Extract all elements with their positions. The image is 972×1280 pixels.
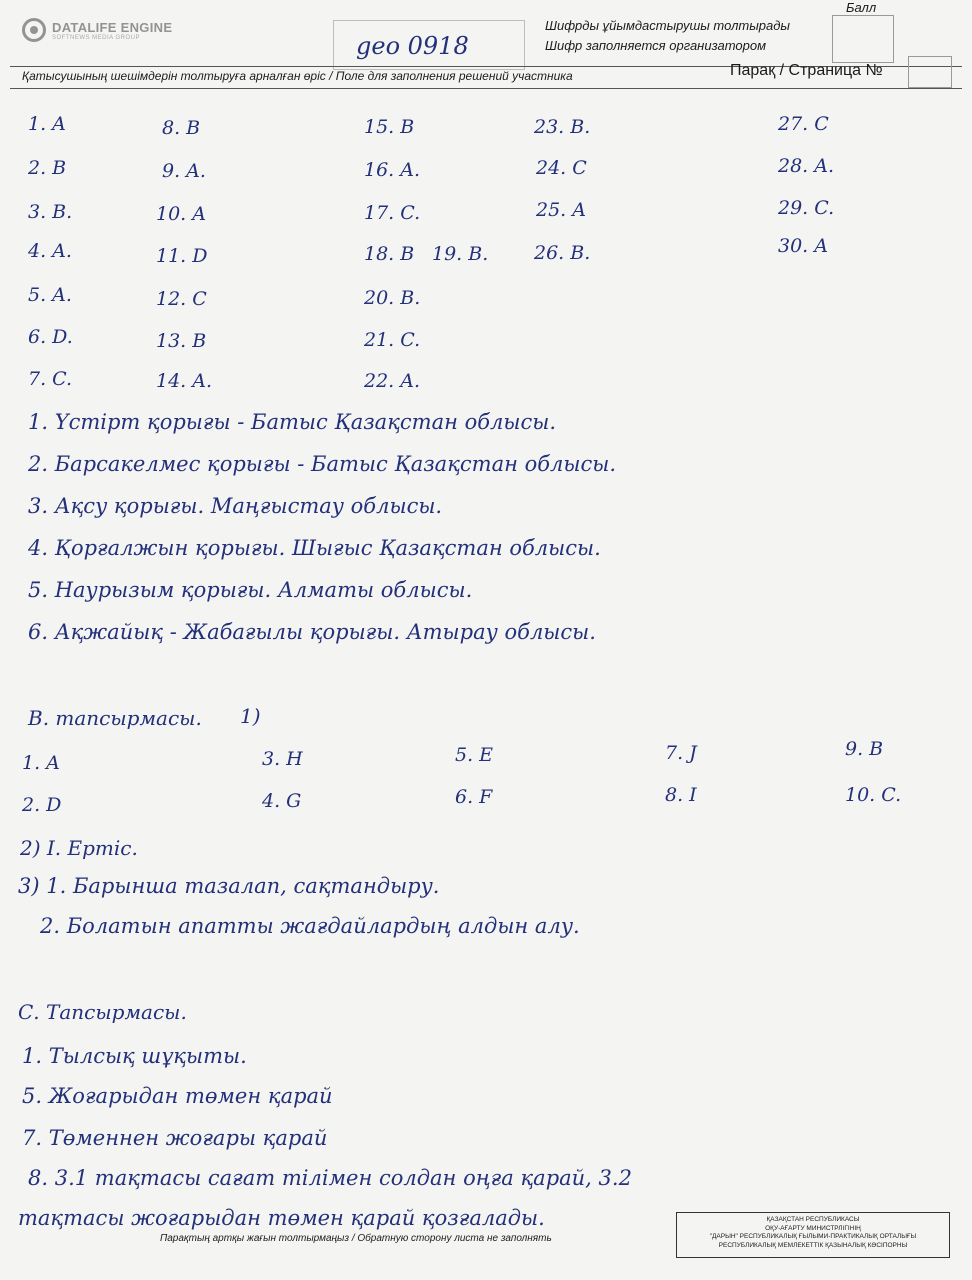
reserve-answer-line: 3. Ақсу қорығы. Маңғыстау облысы. — [28, 494, 443, 518]
header-divider-bottom — [10, 88, 962, 89]
section-b-part1-label: 1) — [240, 704, 261, 728]
answer-item: 4. A. — [28, 240, 72, 262]
match-answer: 9. B — [845, 738, 884, 760]
answer-item: 3. B. — [28, 201, 73, 223]
section-b-part2: 2) I. Ертіс. — [20, 836, 138, 860]
reserve-answer-line: 1. Үстірт қорығы - Батыс Қазақстан облысы. — [28, 410, 557, 434]
section-c-line: 1. Тылсық шұқыты. — [22, 1044, 247, 1068]
answer-item: 19. B. — [432, 243, 489, 265]
answer-item: 18. B — [364, 243, 415, 265]
answer-item: 29. C. — [778, 197, 835, 219]
answer-item: 12. C — [156, 288, 207, 310]
stamp-line: ОҚУ-АҒАРТУ МИНИСТРЛІГІНІҢ — [765, 1224, 861, 1232]
logo-circle-icon — [22, 18, 46, 42]
page-number-box — [908, 56, 952, 88]
logo-title: DATALIFE ENGINE — [52, 19, 173, 35]
answer-item: 9. A. — [162, 160, 206, 182]
site-logo — [22, 18, 172, 42]
answer-item: 22. A. — [364, 370, 421, 392]
answer-item: 23. B. — [534, 116, 591, 138]
answer-item: 28. A. — [778, 155, 835, 177]
answer-item: 15. B — [364, 116, 415, 138]
answer-item: 14. A. — [156, 370, 213, 392]
answer-item: 6. D. — [28, 326, 73, 348]
reserve-answer-line: 4. Қорғалжын қорығы. Шығыс Қазақстан облысы. — [28, 536, 601, 560]
answer-item: 26. B. — [534, 242, 591, 264]
reserve-answer-line: 2. Барсакелмес қорығы - Батыс Қазақстан облысы. — [28, 452, 617, 476]
answer-item: 24. C — [536, 157, 587, 179]
match-answer: 8. I — [665, 784, 697, 806]
section-b-title: В. тапсырмасы. — [28, 706, 202, 730]
match-answer: 5. E — [455, 744, 494, 766]
answer-field-label: Қатысушының шешімдерін толтыруға арналған өріс / Поле для заполнения решений участника — [22, 69, 573, 83]
answer-item: 8. B — [162, 117, 201, 139]
match-answer: 2. D — [22, 794, 62, 816]
match-answer: 6. F — [455, 786, 493, 808]
section-c-line: 8. 3.1 тақтасы сағат тілімен солдан оңға қарай, 3.2 — [28, 1166, 632, 1190]
answer-item: 17. C. — [364, 202, 421, 224]
cipher-note-kz: Шифрды ұйымдастырушы толтырады — [545, 18, 791, 33]
score-box — [832, 15, 894, 63]
section-b-part3-line2: 2. Болатын апатты жағдайлардың алдын алу. — [40, 914, 580, 938]
answer-item: 27. C — [778, 113, 829, 135]
stamp-line: "ДАРЫН" РЕСПУБЛИКАЛЫҚ ҒЫЛЫМИ-ПРАКТИКАЛЫҚ ОРТАЛЫҒЫ — [709, 1233, 917, 1240]
answer-item: 16. A. — [364, 159, 421, 181]
match-answer: 7. J — [665, 742, 697, 764]
organization-stamp — [676, 1212, 950, 1258]
participant-code: geo 0918 — [356, 32, 469, 60]
answer-item: 13. B — [156, 330, 207, 352]
answer-item: 25. A — [536, 199, 586, 221]
section-c-line: 5. Жоғарыдан төмен қарай — [22, 1084, 333, 1108]
section-c-title: С. Тапсырмасы. — [18, 1000, 187, 1024]
reserve-answer-line: 5. Наурызым қорығы. Алматы облысы. — [28, 578, 473, 602]
answer-item: 1. A — [28, 113, 66, 135]
answer-item: 5. A. — [28, 284, 72, 306]
match-answer: 1. A — [22, 752, 60, 774]
score-label: Балл — [846, 0, 877, 15]
answer-item: 11. D — [156, 245, 208, 267]
answer-item: 10. A — [156, 203, 206, 225]
answer-item: 20. B. — [364, 287, 421, 309]
back-side-note: Парақтың артқы жағын толтырмаңыз / Обратную сторону листа не заполнять — [160, 1233, 552, 1244]
section-b-part3-line1: 3) 1. Барынша тазалап, сақтандыру. — [18, 874, 440, 898]
logo-subtitle: SOFTNEWS MEDIA GROUP — [52, 34, 141, 41]
cipher-note-ru: Шифр заполняется организатором — [545, 38, 766, 53]
reserve-answer-line: 6. Ақжайық - Жабағылы қорығы. Атырау облысы. — [28, 620, 596, 644]
stamp-line: РЕСПУБЛИКАЛЫҚ МЕМЛЕКЕТТІК ҚАЗЫНАЛЫҚ КӘСІПОРНЫ — [718, 1241, 908, 1249]
stamp-line: ҚАЗАҚСТАН РЕСПУБЛИКАСЫ — [766, 1216, 860, 1223]
answer-item: 30. A — [778, 235, 828, 257]
match-answer: 4. G — [262, 790, 302, 812]
section-c-line: 7. Төменнен жоғары қарай — [22, 1126, 328, 1150]
match-answer: 10. C. — [845, 784, 902, 806]
answer-item: 21. C. — [364, 329, 421, 351]
answer-item: 2. B — [28, 157, 67, 179]
page-number-label: Парақ / Страница № — [730, 62, 883, 79]
section-c-line: тақтасы жоғарыдан төмен қарай қозғалады. — [18, 1206, 545, 1230]
match-answer: 3. H — [262, 748, 303, 770]
answer-item: 7. C. — [28, 368, 73, 390]
